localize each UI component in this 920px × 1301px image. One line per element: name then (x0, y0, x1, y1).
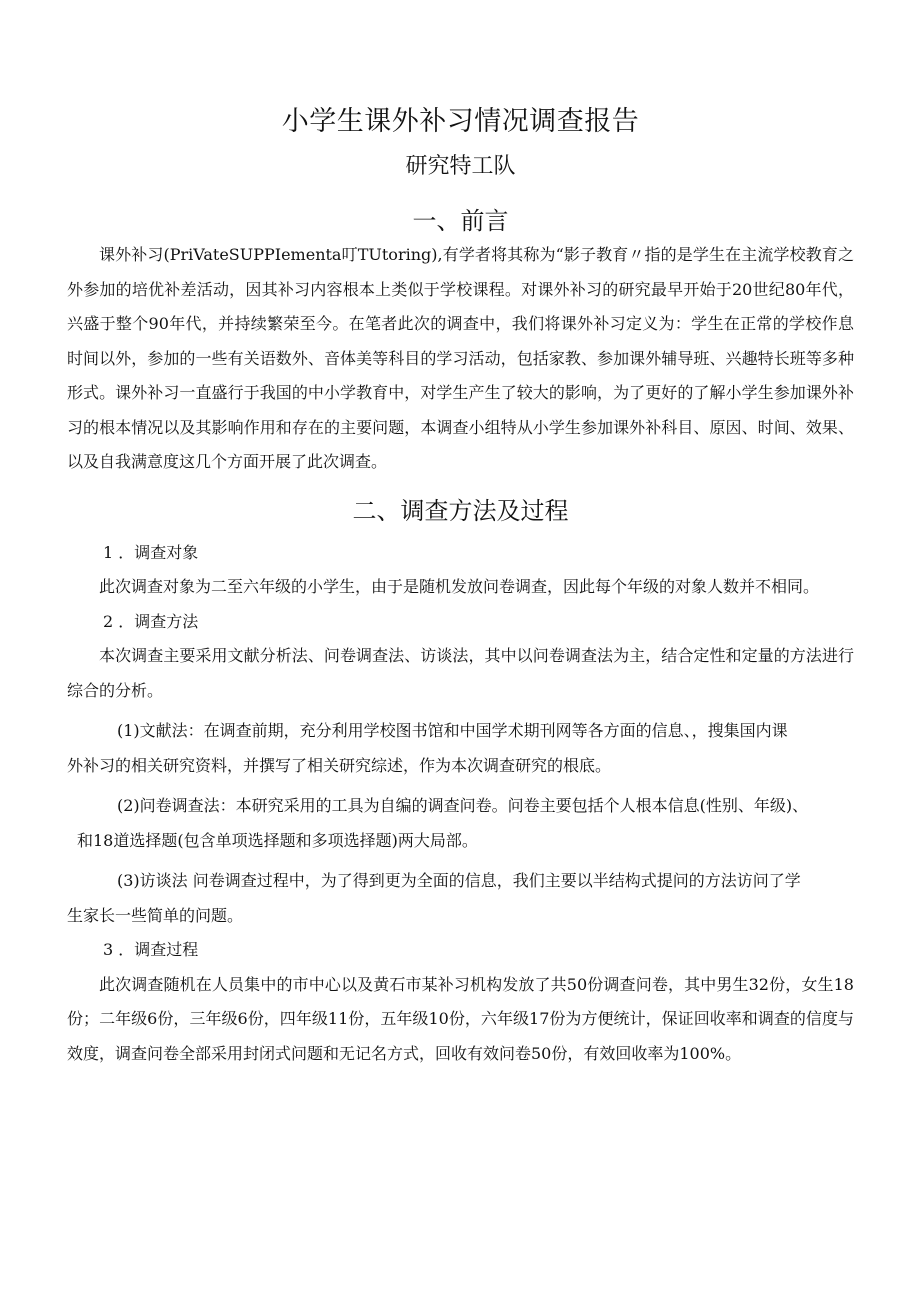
document-title: 小学生课外补习情况调查报告 (281, 106, 640, 137)
survey-subjects-text: 此次调查对象为二至六年级的小学生，由于是随机发放问卷调查，因此每个年级的对象人数并不相同。 (99, 577, 820, 596)
item-label-survey-methods: 2 ．调查方法 (103, 611, 199, 631)
survey-methods-text: 本次调查主要采用文献分析法、问卷调查法、访谈法，其中以问卷调查法为主，结合定性和定量的方法进行综合的分析。 (67, 646, 854, 700)
method-questionnaire-line2: 和18道选择题(包含单项选择题和多项选择题)两大局部。 (77, 830, 478, 850)
method-literature-line2: 外补习的相关研究资料，并撰写了相关研究综述，作为本次调查研究的根底。 (67, 755, 612, 775)
section-heading-methods: 二、调查方法及过程 (352, 496, 569, 525)
survey-process-text: 此次调查随机在人员集中的市中心以及黄石市某补习机构发放了共50份调查问卷，其中男生32份，女生18份；二年级6份，三年级6份，四年级11份，五年级10份，六年级17份为方便统计，保证回收率和调查的信度与效度，调查问卷全部采用封闭式问题和无记名方式，回收有效问卷50份，有效回收率为100%。 (67, 974, 854, 1063)
preface-paragraph: 课外补习(PriVateSUPPIementa叮TUtoring),有学者将其称为“影子教育〃指的是学生在主流学校教育之外参加的培优补差活动，因其补习内容根本上类似于学校课程。对课外补习的研究最早开始于20世纪80年代，兴盛于整个90年代，并持续繁荣至今。在笔者此次的调查中，我们将课外补习定义为：学生在正常的学校作息时间以外，参加的一些有关语数外、音体美等科目的学习活动，包括家教、参加课外辅导班、兴趣特长班等多种形式。课外补习一直盛行于我国的中小学教育中，对学生产生了较大的影响，为了更好的了解小学生参加课外补习的根本情况以及其影响作用和存在的主要问题，本调查小组特从小学生参加课外补科目、原因、时间、效果、以及自我满意度这几个方面开展了此次调查。 (67, 245, 854, 471)
method-literature-line1: (1)文献法：在调查前期，充分利用学校图书馆和中国学术期刊网等各方面的信息、，搜集国内课 (117, 721, 788, 740)
method-questionnaire-line1: (2)问卷调查法：本研究采用的工具为自编的调查问卷。问卷主要包括个人根本信息(性别、年级)、 (117, 796, 809, 815)
method-interview-line1: (3)访谈法 问卷调查过程中，为了得到更为全面的信息，我们主要以半结构式提问的方法访问了学 (117, 871, 801, 890)
section-heading-preface: 一、前言 (412, 207, 509, 235)
document-author: 研究特工队 (405, 154, 516, 179)
item-label-survey-subjects: 1 ．调查对象 (103, 542, 199, 562)
item-label-survey-process: 3 ．调查过程 (103, 940, 199, 959)
method-interview-line2: 生家长一些简单的问题。 (67, 905, 244, 925)
